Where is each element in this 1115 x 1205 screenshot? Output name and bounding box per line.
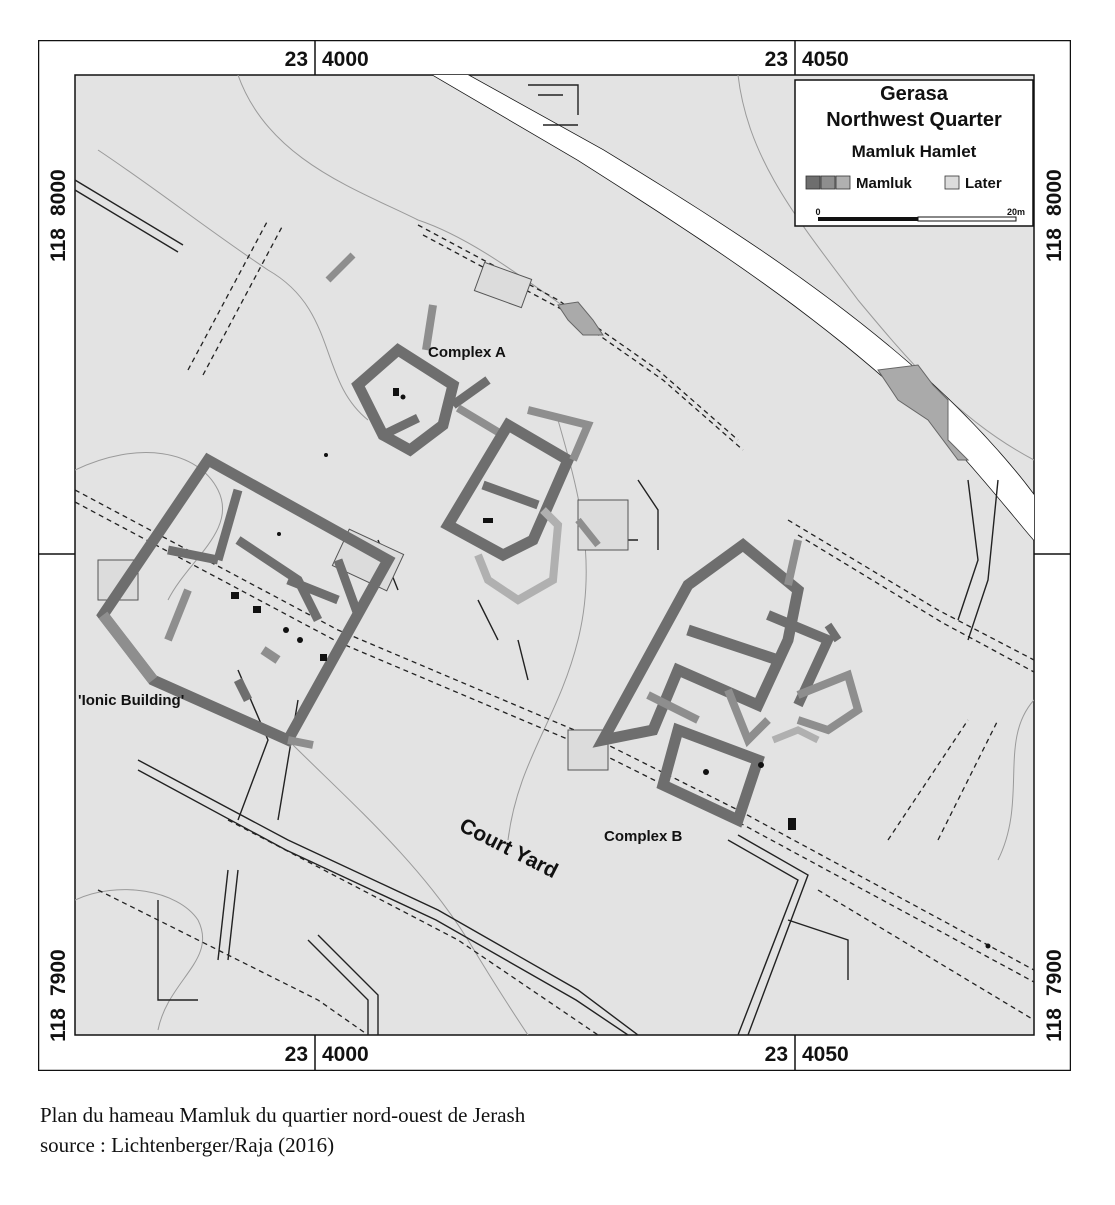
grid-label-bottom-left-prefix: 23 bbox=[284, 1043, 308, 1066]
legend bbox=[795, 80, 1033, 226]
grid-label-top-right-prefix: 23 bbox=[764, 48, 788, 71]
grid-label-left-top-value: 8000 bbox=[47, 169, 70, 216]
legend-title-line2: Northwest Quarter bbox=[826, 109, 1002, 131]
scale-bar-start: 0 bbox=[815, 207, 821, 217]
legend-swatch-mamluk-light bbox=[836, 176, 850, 189]
grid-label-bottom-right-prefix: 23 bbox=[764, 1043, 788, 1066]
label-complex-a: Complex A bbox=[428, 344, 506, 361]
site-plan-map bbox=[38, 40, 1071, 1071]
grid-label-right-bottom-prefix: 118 bbox=[1043, 1008, 1066, 1042]
grid-label-right-top-value: 8000 bbox=[1043, 169, 1066, 216]
label-complex-b: Complex B bbox=[604, 828, 683, 845]
scale-bar-end: 20m bbox=[1006, 207, 1026, 217]
grid-label-left-bottom-value: 7900 bbox=[47, 949, 70, 996]
grid-label-right-bottom-value: 7900 bbox=[1043, 949, 1066, 996]
grid-label-bottom-right-value: 4050 bbox=[802, 1043, 849, 1066]
label-ionic-building: 'Ionic Building' bbox=[78, 692, 185, 709]
legend-swatch-later bbox=[945, 176, 959, 189]
grid-label-top-right-value: 4050 bbox=[802, 48, 849, 71]
grid-label-top-left-value: 4000 bbox=[322, 48, 369, 71]
grid-label-right-top-prefix: 118 bbox=[1043, 228, 1066, 262]
label-court-yard: Court Yard bbox=[455, 813, 562, 884]
scale-bar-black bbox=[818, 217, 918, 221]
grid-label-left-top-prefix: 118 bbox=[47, 228, 70, 262]
legend-subtitle: Mamluk Hamlet bbox=[851, 142, 977, 161]
scale-bar-white bbox=[918, 217, 1016, 221]
caption-source: source : Lichtenberger/Raja (2016) bbox=[40, 1133, 335, 1157]
legend-swatch-mamluk-mid bbox=[821, 176, 835, 189]
legend-mamluk-label: Mamluk bbox=[856, 175, 912, 192]
legend-swatch-mamluk-dark bbox=[806, 176, 820, 189]
grid-label-top-left-prefix: 23 bbox=[284, 48, 308, 71]
caption-title: Plan du hameau Mamluk du quartier nord-ouest de Jerash bbox=[40, 1103, 526, 1127]
legend-title-line1: Gerasa bbox=[880, 83, 948, 105]
legend-later-label: Later bbox=[965, 175, 1002, 192]
grid-label-left-bottom-prefix: 118 bbox=[47, 1008, 70, 1042]
grid-label-bottom-left-value: 4000 bbox=[322, 1043, 369, 1066]
